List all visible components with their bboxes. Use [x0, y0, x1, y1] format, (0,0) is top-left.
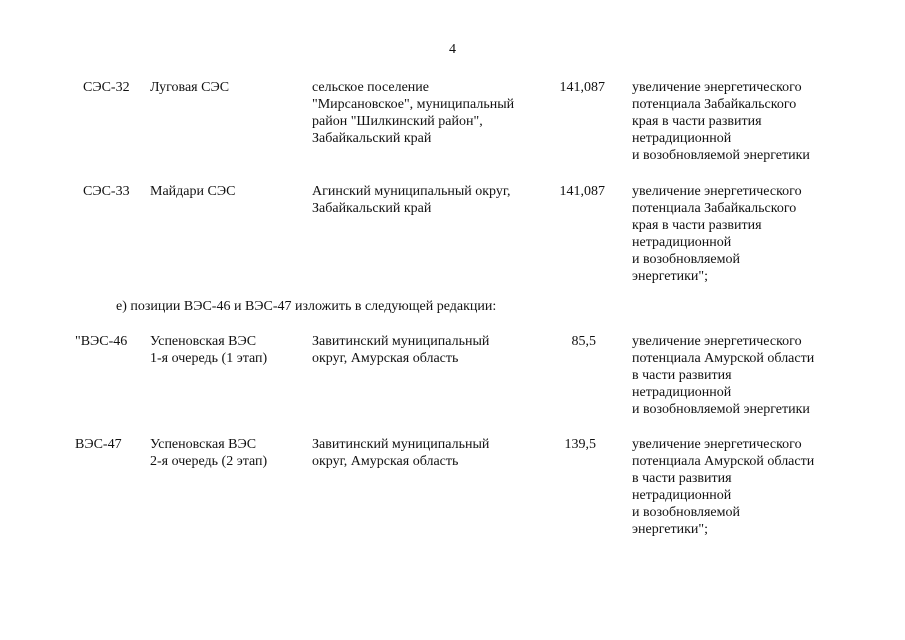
row-location: Завитинский муниципальный округ, Амурская область [312, 334, 490, 366]
row-location: Завитинский муниципальный округ, Амурская область [312, 437, 490, 469]
row-location: Агинский муниципальный округ, Забайкальский край [312, 184, 511, 216]
row-name: Луговая СЭС [150, 80, 230, 95]
row-purpose: увеличение энергетического потенциала Забайкальского края в части развития нетрадиционной и возобновляемой энергетики"; [632, 184, 802, 284]
row-code: "ВЭС-46 [75, 334, 128, 349]
row-power: 141,087 [559, 184, 605, 199]
row-code: СЭС-33 [83, 184, 130, 199]
row-purpose: увеличение энергетического потенциала Амурской области в части развития нетрадиционной и возобновляемой энергетики"; [632, 437, 815, 537]
row-code: ВЭС-47 [75, 437, 122, 452]
row-code: СЭС-32 [83, 80, 130, 95]
row-location: сельское поселение "Мирсановское", муниципальный район "Шилкинский район", Забайкальский край [312, 80, 515, 146]
row-purpose: увеличение энергетического потенциала Забайкальского края в части развития нетрадиционной и возобновляемой энергетики [632, 80, 810, 163]
row-purpose: увеличение энергетического потенциала Амурской области в части развития нетрадиционной и возобновляемой энергетики [632, 334, 815, 417]
page-number: 4 [449, 42, 456, 57]
row-power: 139,5 [564, 437, 596, 452]
row-power: 85,5 [571, 334, 596, 349]
row-name: Успеновская ВЭС 1-я очередь (1 этап) [150, 334, 268, 366]
row-power: 141,087 [559, 80, 605, 95]
amendment-instruction: е) позиции ВЭС-46 и ВЭС-47 изложить в следующей редакции: [116, 299, 497, 314]
row-name: Успеновская ВЭС 2-я очередь (2 этап) [150, 437, 268, 469]
row-name: Майдари СЭС [150, 184, 236, 199]
